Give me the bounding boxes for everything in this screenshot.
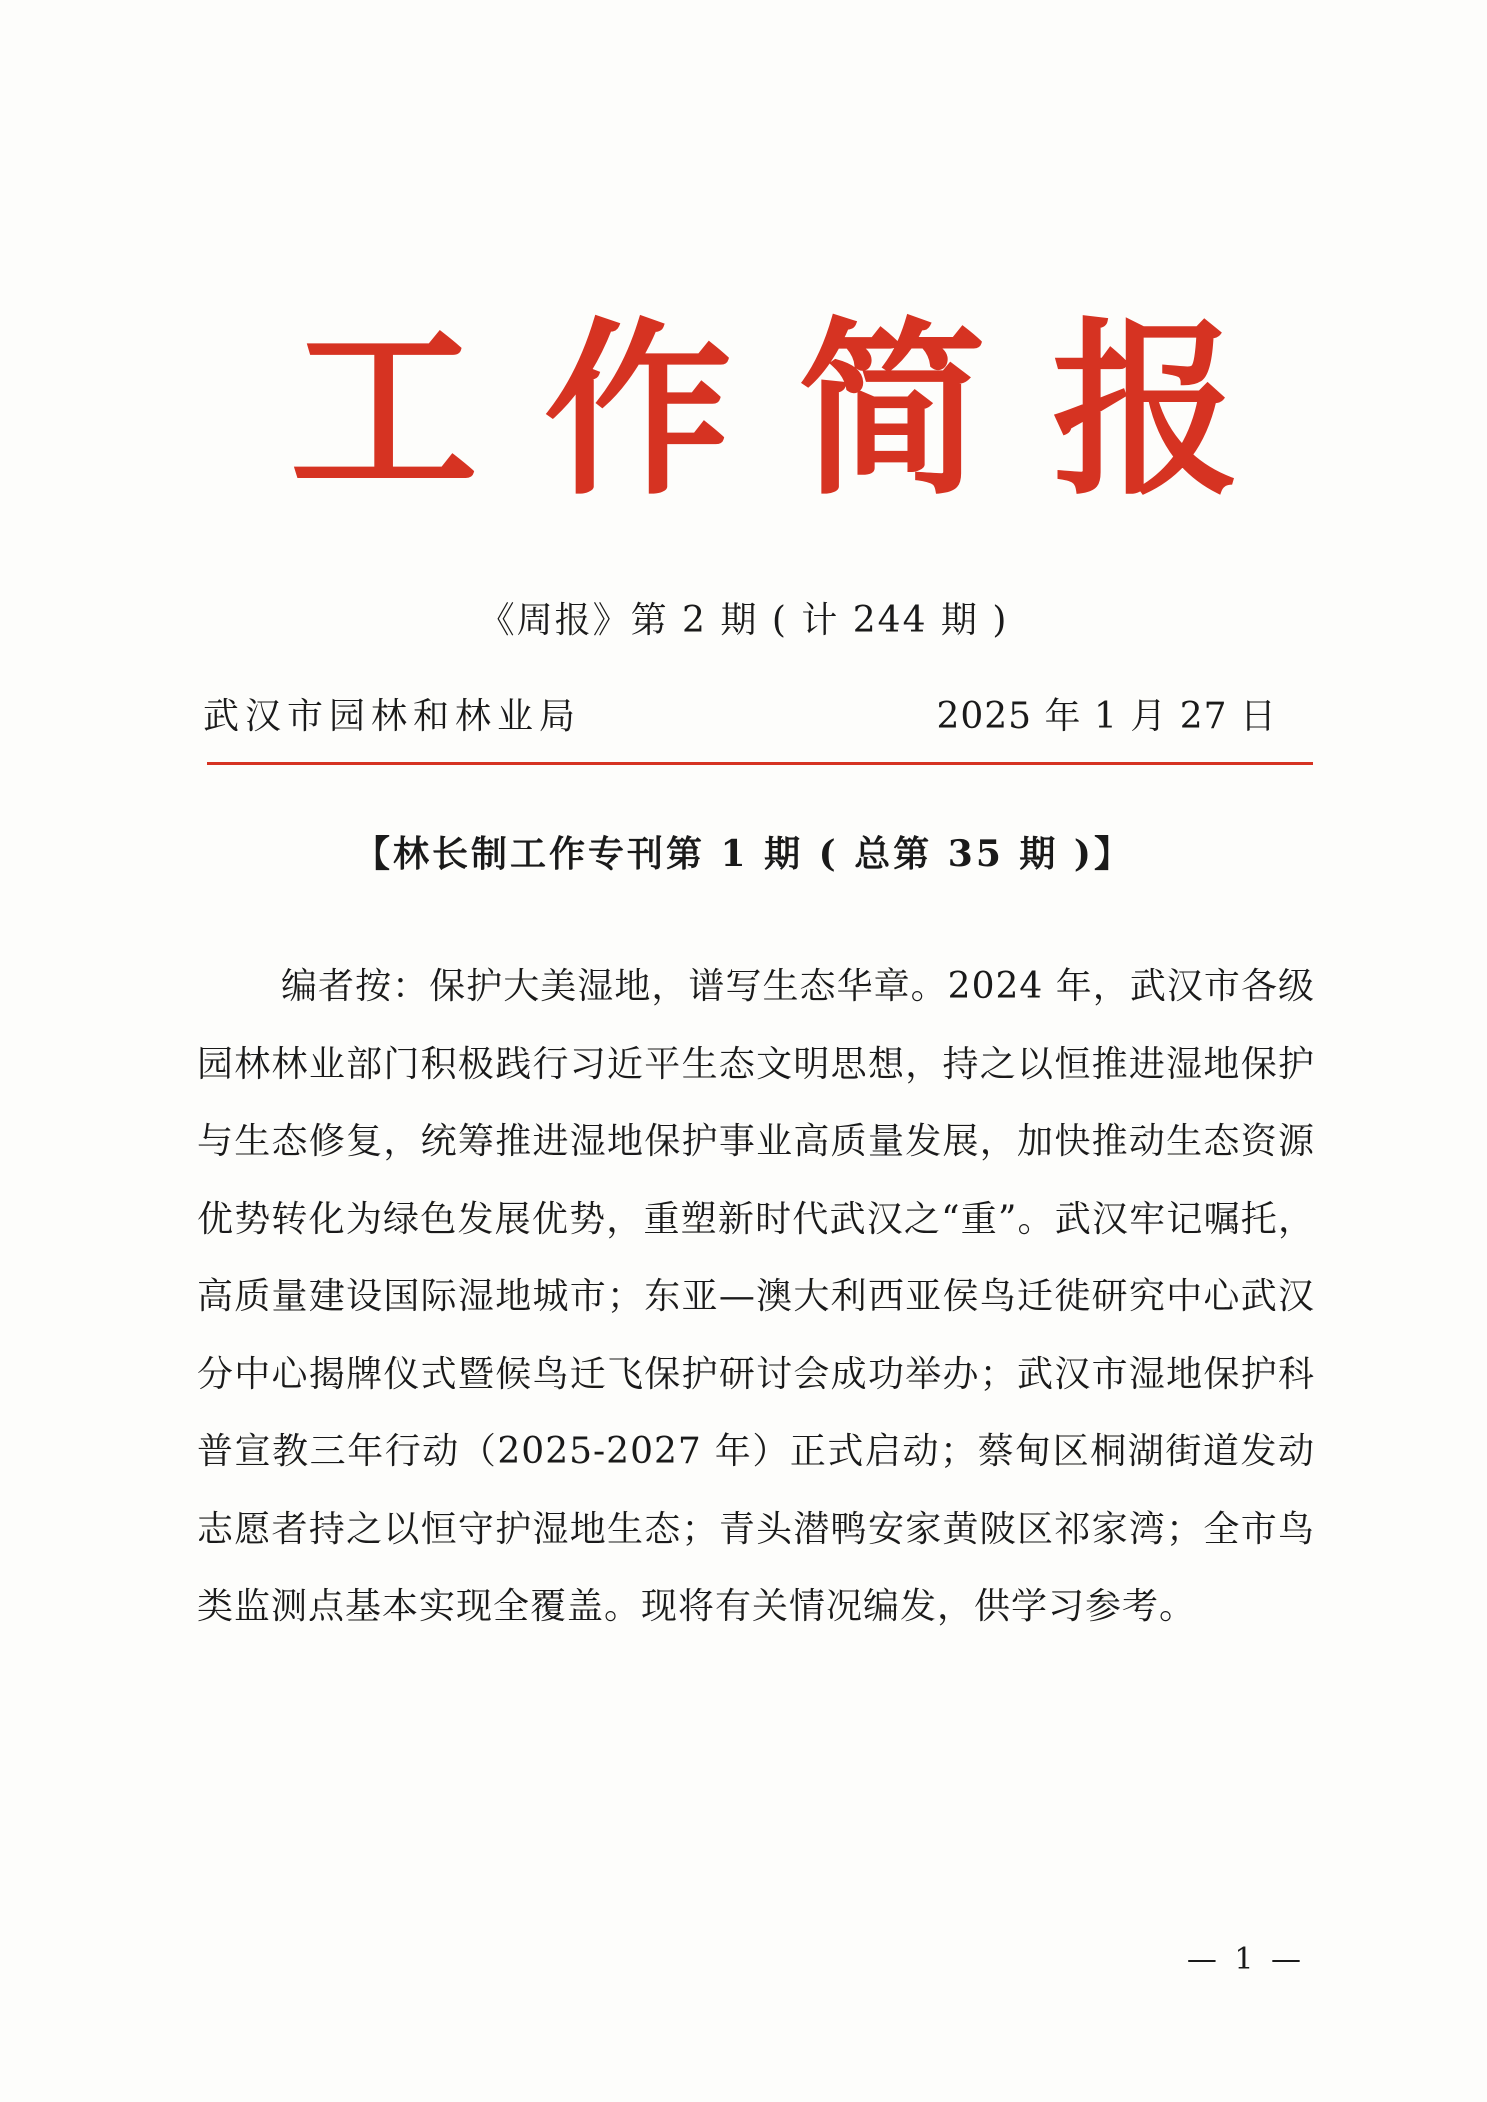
masthead-char: 报: [1052, 302, 1240, 521]
masthead-title: [290, 302, 1240, 521]
masthead-char: 简: [798, 302, 986, 521]
issue-line: 《周报》第 2 期 ( 计 244 期 ): [478, 600, 1009, 641]
editor-note-paragraph: 编者按：保护大美湿地，谱写生态华章。2024 年，武汉市各级园林林业部门积极践行习近平生态文明思想，持之以恒推进湿地保护与生态修复，统筹推进湿地保护事业高质量发展，加快推动生态资源优势转化为绿色发展优势，重塑新时代武汉之“重”。武汉牢记嘱托，高质量建设国际湿地城市；东亚—澳大利西亚侯鸟迁徙研究中心武汉分中心揭牌仪式暨候鸟迁飞保护研讨会成功举办；武汉市湿地保护科普宣教三年行动（2025-2027 年）正式启动；蔡甸区桐湖街道发动志愿者持之以恒守护湿地生态；青头潜鸭安家黄陂区祁家湾；全市鸟类监测点基本实现全覆盖。现将有关情况编发，供学习参考。: [197, 966, 1315, 1627]
special-issue-title: 【林长制工作专刊第 1 期 ( 总第 35 期 )】: [354, 833, 1133, 875]
masthead-char: 作: [544, 302, 732, 521]
masthead-char: 工: [290, 302, 478, 521]
issue-date: 2025 年 1 月 27 日: [936, 696, 1277, 737]
issuing-organization: 武汉市园林和林业局: [203, 696, 582, 737]
red-divider-line: [207, 762, 1313, 765]
page-number: — 1 —: [1186, 1942, 1305, 1977]
